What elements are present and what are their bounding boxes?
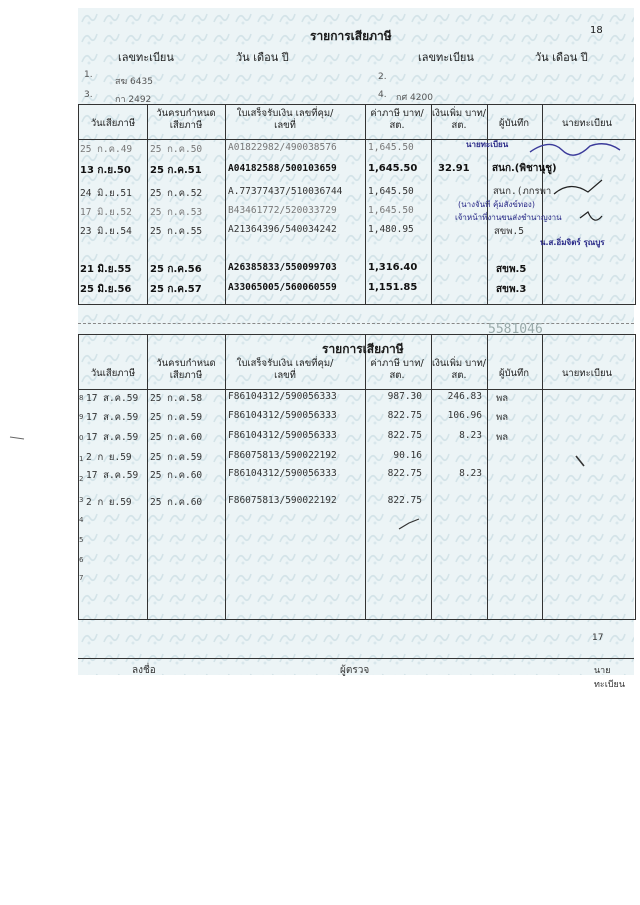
cell-surcharge: 246.83 [447, 391, 482, 402]
cell-receipt: A01822982/490038576 [228, 142, 337, 153]
top-page-number: 18 [590, 25, 603, 36]
cell-recorder: พล [496, 393, 509, 404]
cell-recorder: สขพ.3 [496, 284, 527, 295]
registration-3-no: 3. [84, 90, 93, 100]
th-recorder: ผู้บันทึก [498, 368, 530, 379]
cell-tax: 1,480.95 [368, 224, 414, 235]
th-surcharge: เงินเพิ่ม บาท/สต. [432, 108, 486, 131]
tick-mark [395, 515, 425, 535]
cell-surcharge: 106.96 [447, 410, 482, 421]
cell-due-date: 25 ก.ค.58 [150, 393, 203, 404]
cell-recorder: สนก.(ภกรพา [493, 186, 552, 197]
row-number: 2 [79, 475, 84, 483]
cell-due-date: 25 ก.ค.57 [150, 284, 202, 295]
col-header-registration-2: เลขทะเบียน [418, 51, 474, 64]
cell-due-date: 25 ก.ค.59 [150, 452, 203, 463]
row-number: 1 [79, 455, 84, 463]
cell-due-date: 25 ก.ค.51 [150, 165, 202, 176]
th-registrar: นายทะเบียน [561, 368, 613, 379]
top-section-title: รายการเสียภาษี [310, 29, 392, 43]
registration-1-plate: สฆ 6435 [115, 77, 153, 87]
cell-tax-date: 25 มิ.ย.56 [80, 284, 132, 295]
cell-tax: 1,151.85 [368, 282, 418, 293]
cell-recorder: สขพ.5 [496, 264, 527, 275]
th-tax-date: วันเสียภาษี [90, 118, 136, 129]
registration-3-plate: กา 2492 [115, 95, 152, 105]
cell-receipt: F86075813/590022192 [228, 450, 337, 461]
cell-tax: 987.30 [387, 391, 422, 402]
cell-recorder: สนก.(พิชานุชู) [492, 163, 557, 174]
footer-sign-label: ลงชื่อ [132, 665, 156, 676]
th-tax-amount: ค่าภาษี บาท/สต. [370, 358, 424, 381]
half-separator [78, 323, 634, 324]
cell-due-date: 25 ก.ค.52 [150, 188, 203, 199]
footer-mid-label: ผู้ตรวจ [340, 665, 370, 676]
cell-tax-date: 21 มิ.ย.55 [80, 264, 132, 275]
cell-tax-date: 24 มิ.ย.51 [80, 188, 132, 199]
cell-receipt: F86104312/590056333 [228, 468, 337, 479]
cell-tax: 822.75 [387, 495, 422, 506]
cell-receipt: A33065005/560060559 [228, 282, 337, 293]
col-header-date-1: วัน เดือน ปี [236, 51, 289, 64]
th-receipt: ใบเสร็จรับเงิน เลขที่คุม/เลขที่ [236, 358, 334, 381]
registration-1-no: 1. [84, 70, 93, 80]
cell-receipt: A.77377437/510036744 [228, 186, 343, 197]
registration-4-plate: กศ 4200 [396, 93, 433, 103]
bottom-page-number: 17 [592, 633, 604, 643]
margin-mark [8, 434, 28, 442]
row-number: 7 [79, 574, 84, 582]
th-due-date: วันครบกำหนด เสียภาษี [156, 108, 216, 131]
col-header-registration-1: เลขทะเบียน [118, 51, 174, 64]
cell-due-date: 25 ก.ค.53 [150, 207, 203, 218]
cell-tax: 1,316.40 [368, 262, 418, 273]
th-tax-date: วันเสียภาษี [90, 368, 136, 379]
cell-due-date: 25 ก.ค.59 [150, 412, 203, 423]
th-due-date: วันครบกำหนด เสียภาษี [156, 358, 216, 381]
th-recorder: ผู้บันทึก [498, 118, 530, 129]
cell-due-date: 25 ก.ค.55 [150, 226, 203, 237]
tick-mark [572, 452, 592, 472]
cell-recorder: พล [496, 432, 509, 443]
cell-due-date: 25 ก.ค.56 [150, 264, 202, 275]
cell-receipt: B43461772/520033729 [228, 205, 337, 216]
cell-receipt: A04182588/500103659 [228, 163, 337, 174]
cell-recorder: สขพ.5 [494, 226, 524, 237]
th-surcharge: เงินเพิ่ม บาท/สต. [432, 358, 486, 381]
signer-title: เจ้าหน้าที่งานขนส่งชำนาญงาน [455, 213, 562, 222]
cell-tax-date: 25 ก.ค.49 [80, 144, 133, 155]
th-registrar: นายทะเบียน [561, 118, 613, 129]
signature-scribbles [510, 136, 630, 246]
cell-tax-date: 13 ก.ย.50 [80, 165, 131, 176]
cell-tax-date: 2 ก ย.59 [86, 452, 132, 463]
row-number: 3 [79, 496, 84, 504]
th-receipt: ใบเสร็จรับเงิน เลขที่คุม/เลขที่ [236, 108, 334, 131]
footer-rule [78, 658, 634, 659]
row-number: 8 [79, 394, 84, 402]
cell-tax-date: 17 ส.ค.59 [86, 412, 139, 423]
th-tax-amount: ค่าภาษี บาท/สต. [370, 108, 424, 131]
signer-name-2: น.ส.อิ่มจิตร์ รุณบูร [540, 238, 605, 247]
cell-tax: 90.16 [393, 450, 422, 461]
bottom-section-title: รายการเสียภาษี [322, 342, 404, 356]
cell-tax-date: 17 มิ.ย.52 [80, 207, 132, 218]
cell-tax: 1,645.50 [368, 205, 414, 216]
registrar-stamp: นายทะเบียน [466, 140, 509, 149]
cell-due-date: 25 ก.ค.60 [150, 432, 203, 443]
cell-tax: 822.75 [387, 468, 422, 479]
cell-tax-date: 17 ส.ค.59 [86, 393, 139, 404]
row-number: 5 [79, 536, 84, 544]
registration-4-no: 4. [378, 90, 387, 100]
cell-receipt: A21364396/540034242 [228, 224, 337, 235]
registration-2-no: 2. [378, 72, 387, 82]
cell-surcharge: 32.91 [438, 163, 470, 174]
row-number: 9 [79, 413, 84, 421]
signer-name: (นางจันที คุ้มสังข์ทอง) [458, 200, 535, 209]
cell-receipt: F86104312/590056333 [228, 410, 337, 421]
footer-right-label: นายทะเบียน [594, 666, 625, 690]
cell-tax: 1,645.50 [368, 142, 414, 153]
cell-surcharge: 8.23 [459, 468, 482, 479]
row-number: 4 [79, 516, 84, 524]
col-header-date-2: วัน เดือน ปี [535, 51, 588, 64]
cell-receipt: A26385833/550099703 [228, 262, 337, 273]
cell-tax: 1,645.50 [368, 163, 418, 174]
cell-tax: 822.75 [387, 410, 422, 421]
cell-receipt: F86075813/590022192 [228, 495, 337, 506]
cell-due-date: 25 ก.ค.50 [150, 144, 203, 155]
cell-due-date: 25 ก.ค.60 [150, 497, 203, 508]
cell-tax-date: 23 มิ.ย.54 [80, 226, 132, 237]
cell-tax: 822.75 [387, 430, 422, 441]
document-number: 5581046 [488, 322, 543, 337]
row-number: 6 [79, 556, 84, 564]
row-number: 0 [79, 434, 84, 442]
cell-tax-date: 2 ก ย.59 [86, 497, 132, 508]
cell-tax: 1,645.50 [368, 186, 414, 197]
cell-surcharge: 8.23 [459, 430, 482, 441]
cell-tax-date: 17 ส.ค.59 [86, 470, 139, 481]
cell-tax-date: 17 ส.ค.59 [86, 432, 139, 443]
cell-receipt: F86104312/590056333 [228, 391, 337, 402]
cell-due-date: 25 ก.ค.60 [150, 470, 203, 481]
cell-receipt: F86104312/590056333 [228, 430, 337, 441]
cell-recorder: พล [496, 412, 509, 423]
